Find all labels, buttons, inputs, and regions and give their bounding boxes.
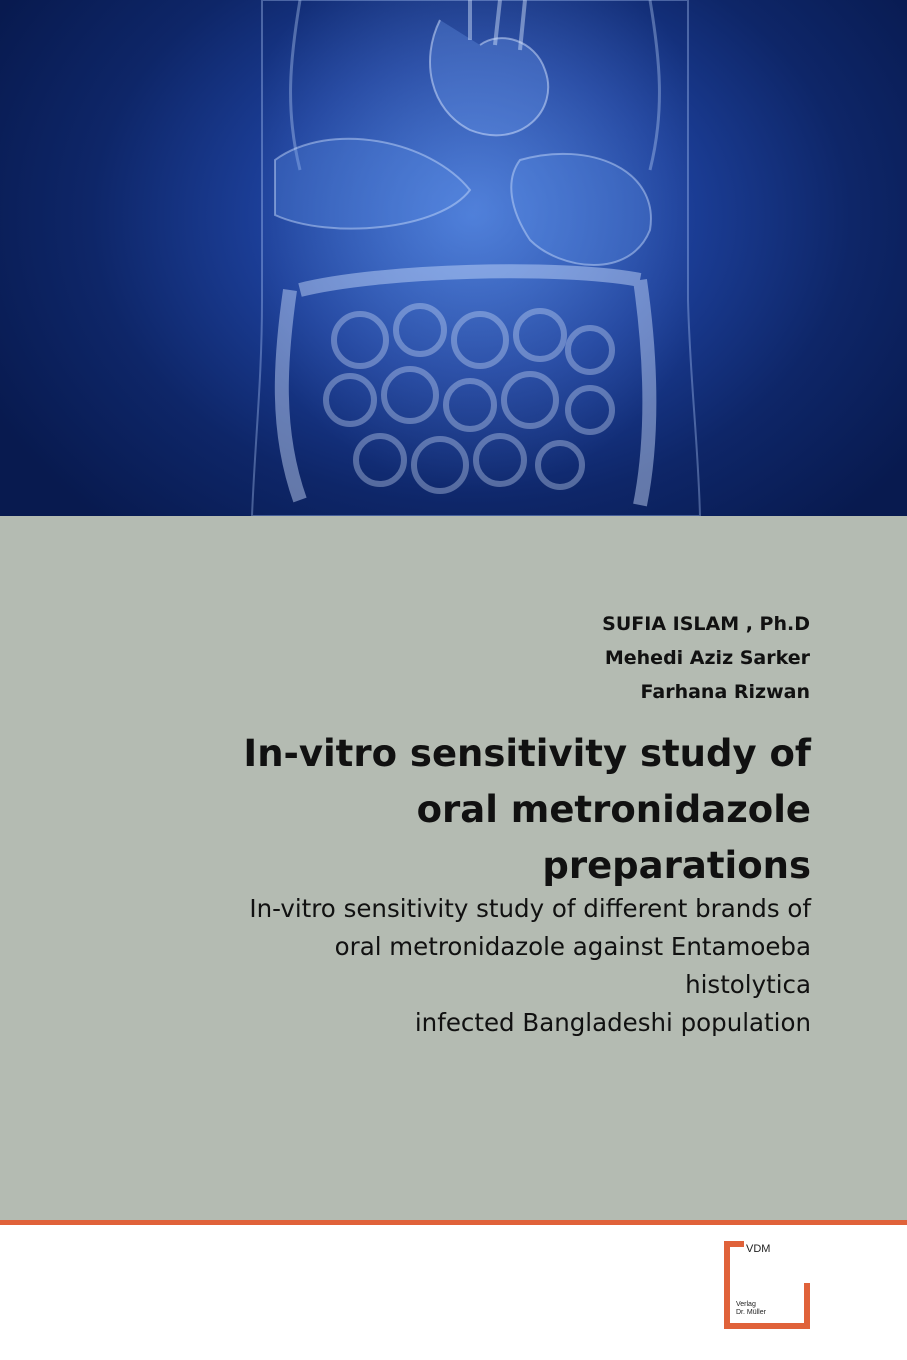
author-name: SUFIA ISLAM , Ph.D [602,613,810,635]
publisher-line: Dr. Müller [736,1309,766,1316]
author-list [602,607,810,709]
author-name: Farhana Rizwan [640,681,810,703]
title-line: oral metronidazole [416,788,811,831]
book-subtitle [91,890,811,1042]
title-line: In-vitro sensitivity study of [243,732,811,775]
subtitle-line: infected Bangladeshi population [414,1008,811,1037]
logo-bracket-shape [724,1323,810,1329]
publisher-line: Verlag [736,1301,756,1308]
logo-bracket-shape [804,1283,810,1329]
author-name: Mehedi Aziz Sarker [604,647,810,669]
title-line: preparations [542,844,811,887]
publisher-logo-text: VDM [746,1243,771,1255]
anatomy-illustration [0,0,907,516]
subtitle-line: histolytica [685,970,811,999]
footer [0,1225,907,1360]
publisher-name [736,1301,766,1317]
subtitle-line: In-vitro sensitivity study of different brands of [249,894,811,923]
subtitle-line: oral metronidazole against Entamoeba [334,932,811,961]
text-panel [0,516,907,1220]
publisher-logo [724,1241,810,1329]
book-title [91,726,811,894]
